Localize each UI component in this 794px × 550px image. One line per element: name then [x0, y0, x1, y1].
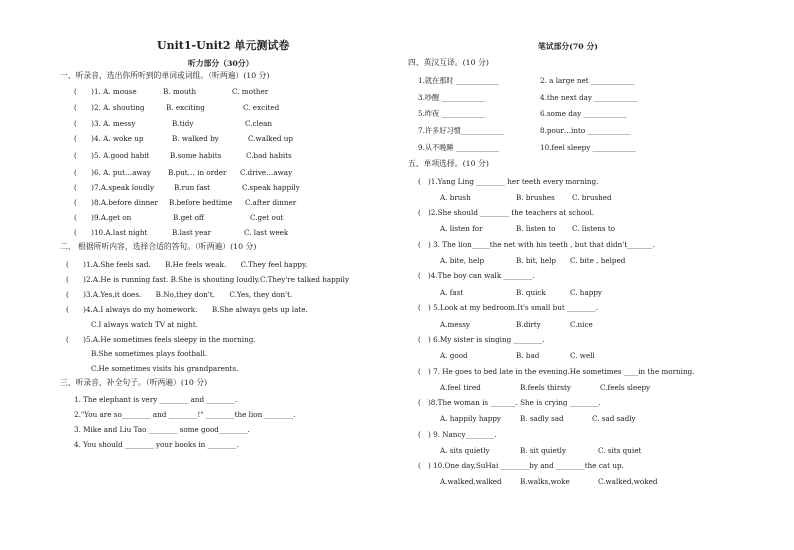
option-b: B.tidy — [172, 119, 194, 128]
option-c: C.speak happily — [242, 183, 300, 192]
mc-option: C.nice — [570, 320, 593, 329]
option-c: C.get out — [250, 213, 284, 222]
question-1-1: ( )1. A. mouse — [74, 87, 137, 96]
mc-option: B. bit, help — [516, 256, 556, 265]
translate-item-7: 7.许多好习惯____________ — [418, 126, 504, 135]
mc-option: A. sits quietly — [440, 446, 490, 455]
translate-item-6: 6.some day ____________ — [540, 109, 627, 118]
mc-question-8: ( )8.The woman is _______. She is crying ________. — [418, 398, 601, 407]
option-b: B.some habits — [170, 151, 222, 160]
question-1-6: ( )6. A. put…away — [74, 168, 151, 177]
mc-option: A. listen for — [440, 224, 483, 233]
section-4-title: 四、英汉互译。(10 分) — [408, 58, 489, 67]
translate-item-5: 5.昨夜 ____________ — [418, 109, 485, 118]
mc-option: A. good — [440, 351, 468, 360]
mc-option: B.dirty — [516, 320, 541, 329]
mc-option: A. fast — [440, 288, 464, 297]
mc-question-7: ( ) 7. He goes to bed late in the evening.He sometimes ____in the morning. — [418, 367, 695, 376]
option-c: C.bad habits — [246, 151, 292, 160]
mc-question-9: ( ) 9. Nancy________. — [418, 430, 497, 439]
mc-option: C. happy — [570, 288, 602, 297]
option-b: B. mouth — [163, 87, 197, 96]
option-c: C. excited — [243, 103, 280, 112]
mc-option: A. brush — [440, 193, 471, 202]
option-b: B.last year — [172, 228, 212, 237]
mc-option: C. brushed — [572, 193, 612, 202]
question-1-5: ( )5. A.good habit — [74, 151, 150, 160]
option-c: C. last week — [244, 228, 289, 237]
question-1-8: ( )8.A.before dinner — [74, 198, 158, 207]
translate-item-2: 2. a large net ____________ — [540, 76, 635, 85]
mc-question-3: ( ) 3. The lion_____the net with his teeth , but that didn't_______. — [418, 240, 655, 249]
translate-item-4: 4.the next day ____________ — [540, 93, 638, 102]
fill-line-3: 3. Mike and Liu Tao ________ some good________. — [74, 425, 250, 434]
mc-option: B.feels thirsty — [520, 383, 571, 392]
mc-option: C.walked,woked — [598, 477, 658, 486]
option-b: B. walked by — [172, 134, 219, 143]
mc-option: C. well — [570, 351, 595, 360]
fill-line-2: 2."You are so________ and ________!" ________the lion ________. — [74, 410, 296, 419]
mc-option: B.walks,woke — [520, 477, 570, 486]
question-2-5: ( )5.A.He sometimes feels sleepy in the morning. — [66, 335, 256, 344]
mc-option: C.feels sleepy — [600, 383, 651, 392]
question-2-5-option-b: B.She sometimes plays football. — [91, 349, 208, 358]
mc-option: A.feel tired — [440, 383, 481, 392]
mc-question-4: ( )4.The boy can walk ________. — [418, 271, 535, 280]
question-1-9: ( )9.A.get on — [74, 213, 132, 222]
mc-option: B. quick — [516, 288, 546, 297]
option-b: B.put… in order — [168, 168, 227, 177]
section-5-title: 五、单项选择。(10 分) — [408, 159, 489, 168]
mc-option: A.walked,walked — [440, 477, 502, 486]
option-c: C.drive…away — [240, 168, 293, 177]
translate-item-9: 9.从不晚睡 ____________ — [418, 143, 500, 152]
mc-option: C. sad sadly — [592, 414, 636, 423]
mc-option: B. sadly sad — [520, 414, 564, 423]
translate-item-10: 10.feel sleepy ____________ — [540, 143, 636, 152]
written-header: 笔试部分(70 分) — [538, 42, 598, 51]
fill-line-4: 4. You should ________ your books in ________. — [74, 440, 239, 449]
option-c: C. mother — [232, 87, 269, 96]
listening-header: 听力部分（30分） — [188, 59, 254, 68]
translate-item-1: 1.就在那时 ____________ — [418, 76, 500, 85]
mc-option: C. bite , helped — [570, 256, 626, 265]
question-1-7: ( )7.A.speak loudly — [74, 183, 154, 192]
mc-option: A.messy — [440, 320, 470, 329]
option-b: B. exciting — [166, 103, 205, 112]
option-c: C.clean — [245, 119, 273, 128]
mc-question-2: ( )2.She should ________ the teachers at school. — [418, 208, 595, 217]
mc-option: A. happily happy — [440, 414, 501, 423]
question-1-10: ( )10.A.last night — [74, 228, 148, 237]
mc-option: B. brushes — [516, 193, 555, 202]
mc-option: C. sits quiet — [598, 446, 642, 455]
translate-item-8: 8.pour…into ____________ — [540, 126, 631, 135]
mc-option: B. bad — [516, 351, 540, 360]
section-3-title: 三、听录音，补全句子。（听两遍）(10 分) — [60, 378, 208, 387]
fill-line-1: 1. The elephant is very ________ and ________. — [74, 395, 238, 404]
mc-option: B. listen to — [516, 224, 556, 233]
mc-question-6: ( ) 6.My sister is singing ________. — [418, 335, 545, 344]
option-c: C.after dinner — [245, 198, 297, 207]
mc-question-5: ( ) 5.Look at my bedroom.It's small but ________. — [418, 303, 599, 312]
question-1-2: ( )2. A. shouting — [74, 103, 145, 112]
question-2-2: ( )2.A.He is running fast. B.She is shouting loudly.C.They're talked happily — [66, 275, 350, 284]
section-2-title: 二、 根据所听内容，选择合适的答句。（听两遍）(10 分) — [60, 242, 257, 251]
page-title: Unit1-Unit2 单元测试卷 — [157, 39, 290, 52]
question-1-3: ( )3. A. messy — [74, 119, 136, 128]
question-2-4-option-c: C.I always watch TV at night. — [91, 320, 199, 329]
question-1-4: ( )4. A. woke up — [74, 134, 144, 143]
option-b: B.run fast — [174, 183, 211, 192]
mc-option: A. bite, help — [440, 256, 485, 265]
section-1-title: 一、听录音，选出你所听到的单词或词组。（听两遍）(10 分) — [60, 71, 270, 80]
question-2-1: ( )1.A.She feels sad. B.He feels weak. C.They feel happy. — [66, 260, 308, 269]
question-2-3: ( )3.A.Yes,it does. B.No,they don't. C.Yes, they don't. — [66, 290, 293, 299]
mc-question-10: ( ) 10.One day,SuHai ________by and ________the cat up. — [418, 461, 624, 470]
mc-question-1: ( )1.Yang Ling ________ her teeth every morning. — [418, 177, 599, 186]
mc-option: C. listens to — [572, 224, 616, 233]
question-2-5-option-c: C.He sometimes visits his grandparents. — [91, 364, 239, 373]
option-b: B.before bedtime — [169, 198, 233, 207]
mc-option: B. sit quietly — [520, 446, 567, 455]
option-c: C.walked up — [248, 134, 293, 143]
option-b: B.get off — [173, 213, 205, 222]
question-2-4: ( )4.A.I always do my homework. B.She always gets up late. — [66, 305, 308, 314]
translate-item-3: 3.吵醒 ____________ — [418, 93, 485, 102]
